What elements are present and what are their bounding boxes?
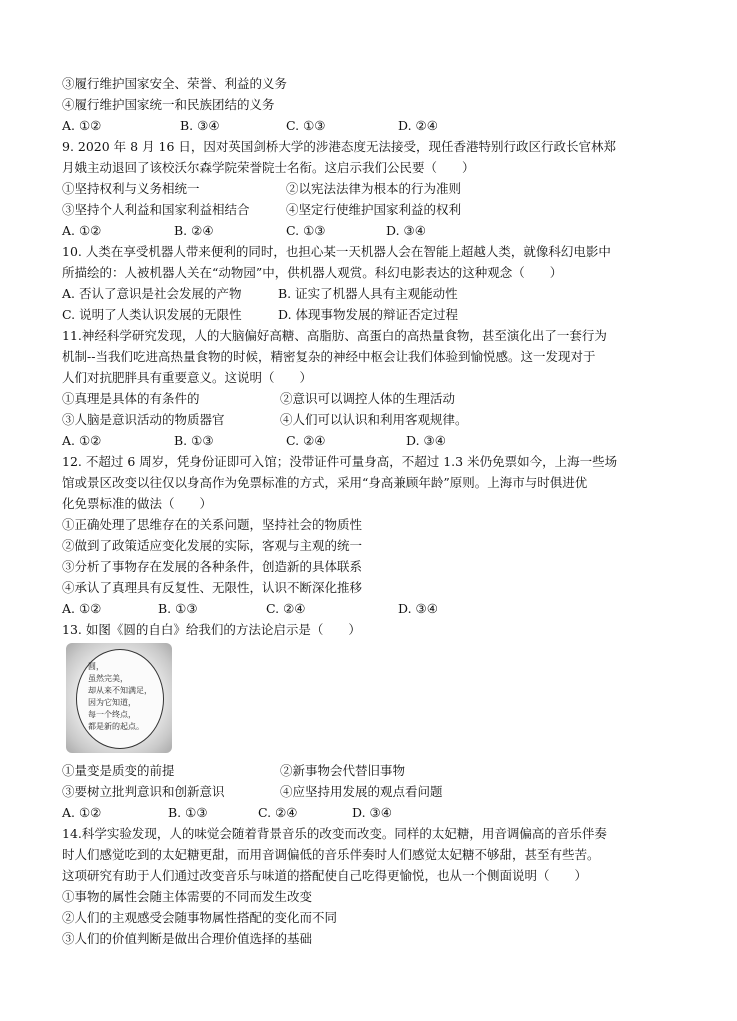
figure-line-2: 虽然完美， <box>88 674 128 683</box>
q10-stem-line-1: 10. 人类在享受机器人带来便利的同时，也担心某一天机器人会在智能上超越人类，就像科幻电影中 <box>62 244 611 259</box>
q9-option-b: B. ②④ <box>174 223 214 238</box>
q13-statement-3: ③要树立批判意识和创新意识 <box>62 784 225 799</box>
q11-statement-3: ③人脑是意识活动的物质器官 <box>62 412 225 427</box>
q10-option-a: A. 否认了意识是社会发展的产物 <box>62 286 242 301</box>
q8-option-a: A. ①② <box>62 118 102 133</box>
q14-stem-line-1: 14.科学实验发现，人的味觉会随着背景音乐的改变而改变。同样的太妃糖，用音调偏高的音乐伴奏 <box>62 826 607 841</box>
q13-stem: 13. 如图《圆的自白》给我们的方法论启示是（ ） <box>62 622 361 637</box>
q14-stem-line-2: 时人们感觉吃到的太妃糖更甜，而用音调偏低的音乐伴奏时人们感觉太妃糖不够甜，甚至有些苦。 <box>62 847 600 862</box>
q9-statement-1: ①坚持权利与义务相统一 <box>62 181 200 196</box>
q10-option-b: B. 证实了机器人具有主观能动性 <box>278 286 458 301</box>
q8-option-b: B. ③④ <box>180 118 220 133</box>
q12-statement-3: ③分析了事物存在发展的各种条件，创造新的具体联系 <box>62 559 363 574</box>
q10-stem-line-2: 所描绘的：人被机器人关在“动物园”中，供机器人观赏。科幻电影表达的这种观念（ ） <box>62 265 563 280</box>
q12-stem-line-2: 馆或景区改变以往仅以身高作为免票标准的方式，采用“身高兼顾年龄”原则。上海市与时俱进优 <box>62 475 588 490</box>
q11-statement-4: ④人们可以认识和利用客观规律。 <box>280 412 468 427</box>
q9-statement-3: ③坚持个人利益和国家利益相结合 <box>62 202 250 217</box>
q9-stem-line-2: 月娥主动退回了该校沃尔森学院荣誉院士名衔。这启示我们公民要（ ） <box>62 160 475 175</box>
q9-statement-2: ②以宪法法律为根本的行为准则 <box>286 181 462 196</box>
q12-stem-line-1: 12. 不超过 6 周岁，凭身份证即可入馆；没带证件可量身高，不超过 1.3 米仍免票如今，上海一些场 <box>62 454 618 469</box>
q13-option-d: D. ③④ <box>352 805 392 820</box>
q12-stem-line-3: 化免票标准的做法（ ） <box>62 496 213 511</box>
q13-option-a: A. ①② <box>62 805 102 820</box>
q13-option-c: C. ②④ <box>258 805 298 820</box>
figure-line-4: 因为它知道， <box>88 698 136 707</box>
figure-line-1: 圆， <box>88 662 104 671</box>
circle-monologue-figure <box>66 643 172 753</box>
q12-statement-4: ④承认了真理具有反复性、无限性，认识不断深化推移 <box>62 580 363 595</box>
q11-statement-1: ①真理是具体的有条件的 <box>62 391 200 406</box>
q11-statement-2: ②意识可以调控人体的生理活动 <box>280 391 456 406</box>
q11-stem-line-3: 人们对抗肥胖具有重要意义。这说明（ ） <box>62 370 313 385</box>
q11-option-a: A. ①② <box>62 433 102 448</box>
q9-option-d: D. ③④ <box>386 223 426 238</box>
q13-option-b: B. ①③ <box>168 805 208 820</box>
q12-statement-2: ②做到了政策适应变化发展的实际，客观与主观的统一 <box>62 538 363 553</box>
figure-line-6: 都是新的起点。 <box>88 722 144 731</box>
q8-option-c: C. ①③ <box>286 118 326 133</box>
q13-statement-4: ④应坚持用发展的观点看问题 <box>280 784 443 799</box>
q14-stem-line-3: 这项研究有助于人们通过改变音乐与味道的搭配使自己吃得更愉悦，也从一个侧面说明（ ） <box>62 868 588 883</box>
q10-option-d: D. 体现事物发展的辩证否定过程 <box>278 307 459 322</box>
q11-option-c: C. ②④ <box>286 433 326 448</box>
q14-statement-1: ①事物的属性会随主体需要的不同而发生改变 <box>62 889 313 904</box>
q14-statement-2: ②人们的主观感受会随事物属性搭配的变化而不同 <box>62 910 338 925</box>
q9-stem-line-1: 9. 2020 年 8 月 16 日，因对英国剑桥大学的涉港态度无法接受，现任香港特别行政区行政长官林郑 <box>62 139 616 154</box>
q13-statement-2: ②新事物会代替旧事物 <box>280 763 406 778</box>
q8-option-d: D. ②④ <box>398 118 438 133</box>
q12-option-b: B. ①③ <box>158 601 198 616</box>
q13-statement-1: ①量变是质变的前提 <box>62 763 175 778</box>
q12-option-d: D. ③④ <box>398 601 438 616</box>
q12-statement-1: ①正确处理了思维存在的关系问题，坚持社会的物质性 <box>62 517 363 532</box>
q14-statement-3: ③人们的价值判断是做出合理价值选择的基础 <box>62 931 313 946</box>
q12-option-c: C. ②④ <box>266 601 306 616</box>
q11-option-b: B. ①③ <box>174 433 214 448</box>
q9-option-c: C. ①③ <box>286 223 326 238</box>
figure-line-5: 每一个终点， <box>88 710 136 719</box>
q12-option-a: A. ①② <box>62 601 102 616</box>
figure-line-3: 却从来不知满足， <box>88 686 152 695</box>
q11-stem-line-2: 机制--当我们吃进高热量食物的时候，精密复杂的神经中枢会让我们体验到愉悦感。这一发现对于 <box>62 349 596 364</box>
q9-statement-4: ④坚定行使维护国家利益的权利 <box>286 202 462 217</box>
q11-stem-line-1: 11.神经科学研究发现，人的大脑偏好高糖、高脂肪、高蛋白的高热量食物，甚至演化出了一套行为 <box>62 328 607 343</box>
q9-option-a: A. ①② <box>62 223 102 238</box>
q11-option-d: D. ③④ <box>406 433 446 448</box>
q10-option-c: C. 说明了人类认识发展的无限性 <box>62 307 242 322</box>
q8-statement-3: ③履行维护国家安全、荣誉、利益的义务 <box>62 76 288 91</box>
q8-statement-4: ④履行维护国家统一和民族团结的义务 <box>62 97 275 112</box>
